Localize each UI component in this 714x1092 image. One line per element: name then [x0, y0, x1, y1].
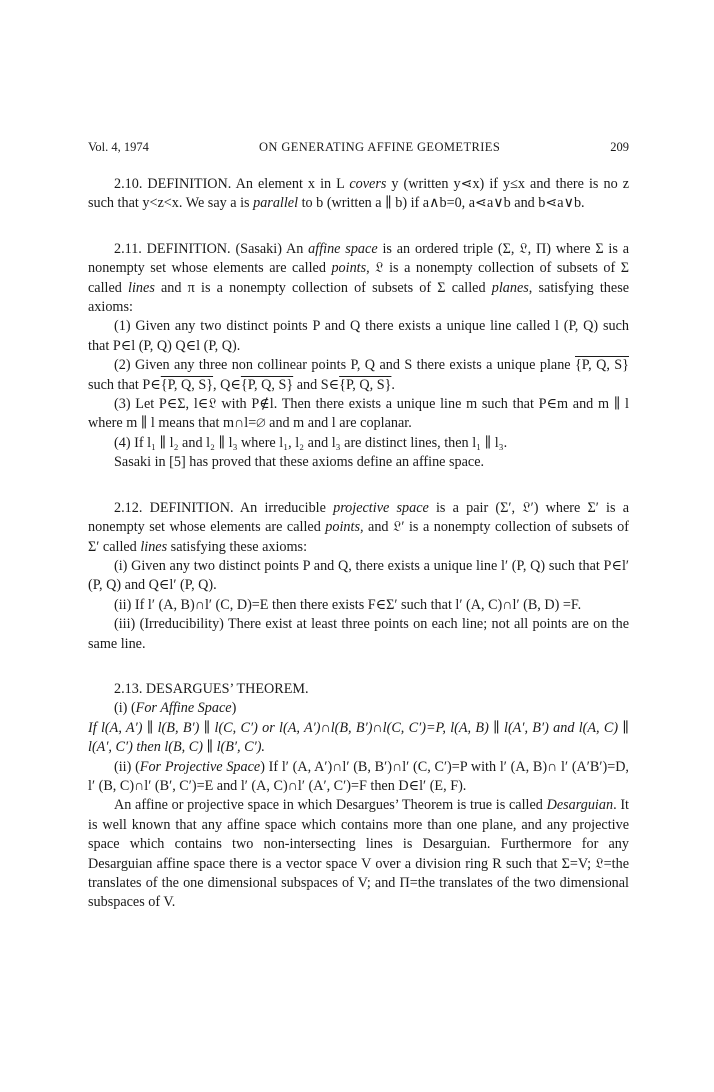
page-number: 209 — [610, 140, 629, 154]
desargues-projective-statement: (ii) (For Projective Space) If l′ (A, A′)∩l′ (B, B′)∩l′ (C, C′)=P with l′ (A, B)∩ l′ (A′B′)=D, l′ (B, C)∩l′ (B′, C′)=E and l′ (A, C)∩l′ (A′, C′)=F then D∈l′ (E, F). — [88, 758, 629, 794]
projective-axiom-i: (i) Given any two distinct points P and Q, there exists a unique line l′ (P, Q) such that P∈l′ (P, Q) and Q∈l′ (P, Q). — [88, 557, 629, 594]
desargues-theorem — [88, 680, 629, 913]
desargues-heading: 2.13. DESARGUES’ THEOREM. — [114, 680, 309, 697]
running-title: ON GENERATING AFFINE GEOMETRIES — [258, 140, 501, 154]
definition-2-11-text: 2.11. DEFINITION. (Sasaki) An affine space is an ordered triple (Σ, 𝔏, Π) where Σ is a nonempty set whose elements are called points, 𝔏 is a nonempty collection of subsets of Σ called lines and π is a nonempty collection of subsets of Σ called planes, satisfying these axioms: — [88, 240, 630, 316]
desargues-affine-label: (i) (For Affine Space) — [114, 700, 237, 717]
axiom-4: (4) If l₁ ∥ l₂ and l₂ ∥ l₃ where l₁, l₂ and l₃ are distinct lines, then l₁ ∥ l₃. — [114, 434, 508, 451]
desarguian-remark: An affine or projective space in which Desargues’ Theorem is true is called Desarguian. It is well known that any affine space which contains more than one plane, and any projective space which contains two non-intersecting lines is Desarguian. Furthermore for any Desarguian affine space there is a vector space V over a division ring R such that Σ=V; 𝔏=the translates of the one dimensional subspaces of V; and Π=the translates of the two dimensional subspaces of V. — [88, 797, 629, 911]
definition-2-10-text: 2.10. DEFINITION. An element x in L covers y (written y⋖x) if y≤x and there is no z such that y<z<x. We say a is parallel to b (written a ∥ b) if a∧b=0, a⋖a∨b and b⋖a∨b. — [88, 176, 629, 212]
journal-page — [88, 140, 629, 913]
projective-axiom-ii: (ii) If l′ (A, B)∩l′ (C, D)=E then there exists F∈Σ′ such that l′ (A, C)∩l′ (B, D) =F. — [114, 596, 582, 613]
desargues-affine-statement: If l(A, A′) ∥ l(B, B′) ∥ l(C, C′) or l(A, A′)∩l(B, B′)∩l(C, C′)=P, l(A, B) ∥ l(A′, B′) and l(A, C) ∥ l(A′, C′) then l(B, C) ∥ l(B′, C′). — [88, 719, 629, 756]
volume-year: Vol. 4, 1974 — [88, 140, 149, 154]
definition-2-12 — [88, 499, 629, 654]
sasaki-remark: Sasaki in [5] has proved that these axioms define an affine space. — [114, 454, 485, 471]
definition-2-10 — [88, 175, 629, 214]
axiom-3: (3) Let P∈Σ, l∈𝔏 with P∉l. Then there exists a unique line m such that P∈m and m ∥ l where m ∥ l means that m∩l=∅ and m and l are coplanar. — [88, 396, 629, 432]
definition-2-11 — [88, 240, 629, 473]
definition-2-12-text: 2.12. DEFINITION. An irreducible projective space is a pair (Σ′, 𝔏′) where Σ′ is a nonempty set whose elements are called points, and 𝔏′ is a nonempty collection of subsets of Σ′ called lines satisfying these axioms: — [88, 499, 629, 555]
running-header — [88, 140, 629, 155]
axiom-1: (1) Given any two distinct points P and Q there exists a unique line called l (P, Q) such that P∈l (P, Q) Q∈l (P, Q). — [88, 318, 629, 354]
axiom-2: (2) Given any three non collinear points P, Q and S there exists a unique plane {P, Q, S} such that P∈{P, Q, S}, Q∈{P, Q, S} and S∈{P, Q, S}. — [88, 357, 629, 393]
projective-axiom-iii: (iii) (Irreducibility) There exist at least three points on each line; not all points are on the same line. — [88, 616, 629, 652]
